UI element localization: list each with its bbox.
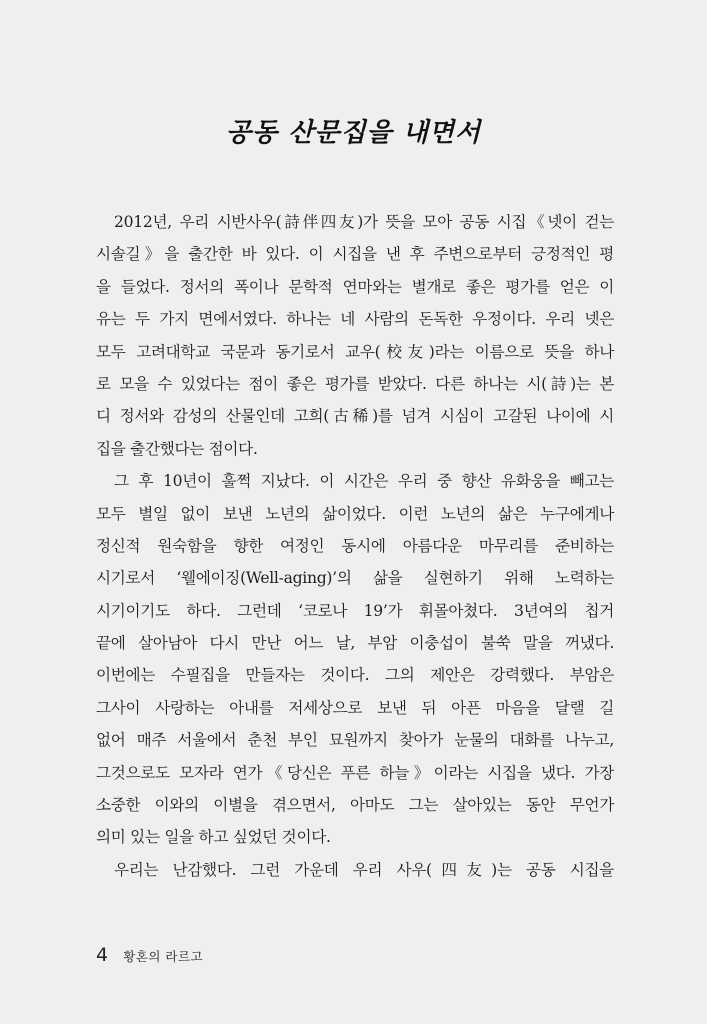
paragraph (96, 854, 614, 886)
text-line: 로 모을 수 있었다는 점이 좋은 평가를 받았다. 다른 하나는 시(詩)는 본 (96, 374, 614, 393)
text-line: 그사이 사랑하는 아내를 저세상으로 보낸 뒤 아픈 마음을 달랠 길 (96, 698, 614, 717)
text-line: 시기이기도 하다. 그런데 ‘코로나 19’가 휘몰아쳤다. 3년여의 칩거 (96, 601, 614, 620)
paragraph (96, 206, 614, 465)
text-line: 모두 별일 없이 보낸 노년의 삶이었다. 이런 노년의 삶은 누구에게나 (96, 504, 614, 523)
body-text (96, 206, 614, 886)
running-title: 황혼의 라르고 (123, 949, 204, 964)
text-line: 소중한 이와의 이별을 겪으면서, 아마도 그는 살아있는 동안 무언가 (96, 796, 614, 815)
text-line: 시솔길》을 출간한 바 있다. 이 시집을 낸 후 주변으로부터 긍정적인 평 (96, 245, 614, 264)
text-line: 시기로서 ‘웰에이징(Well-aging)’의 삶을 실현하기 위해 노력하는 (96, 569, 614, 588)
page-title: 공동 산문집을 내면서 (225, 118, 482, 148)
page-footer (96, 944, 203, 966)
text-line: 유는 두 가지 면에서였다. 하나는 네 사람의 돈독한 우정이다. 우리 넷은 (96, 310, 614, 329)
text-line: 우리는 난감했다. 그런 가운데 우리 사우(四友)는 공동 시집을 (114, 860, 614, 879)
text-line: 끝에 살아남아 다시 만난 어느 날, 부암 이충섭이 불쑥 말을 꺼냈다. (96, 634, 614, 653)
text-line: 그것으로도 모자라 연가《당신은 푸른 하늘》이라는 시집을 냈다. 가장 (96, 763, 614, 782)
text-line: 그 후 10년이 훌쩍 지났다. 이 시간은 우리 중 향산 유화웅을 빼고는 (114, 472, 614, 491)
text-line: 2012년, 우리 시반사우(詩伴四友)가 뜻을 모아 공동 시집《넷이 걷는 (114, 213, 614, 231)
text-line: 디 정서와 감성의 산물인데 고희(古稀)를 넘겨 시심이 고갈된 나이에 시 (96, 407, 614, 426)
text-line: 이번에는 수필집을 만들자는 것이다. 그의 제안은 강력했다. 부암은 (96, 666, 614, 685)
text-line: 의미 있는 일을 하고 싶었던 것이다. (96, 828, 331, 847)
page-number: 4 (96, 944, 109, 966)
text-line: 을 들었다. 정서의 폭이나 문학적 연마와는 별개로 좋은 평가를 얻은 이 (96, 277, 614, 296)
text-line: 집을 출간했다는 점이다. (96, 439, 258, 458)
text-line: 모두 고려대학교 국문과 동기로서 교우(校友)라는 이름으로 뜻을 하나 (96, 342, 614, 361)
text-line: 정신적 원숙함을 향한 여정인 동시에 아름다운 마무리를 준비하는 (96, 536, 614, 555)
text-line: 없어 매주 서울에서 춘천 부인 묘원까지 찾아가 눈물의 대화를 나누고, (96, 731, 614, 750)
paragraph (96, 465, 614, 854)
